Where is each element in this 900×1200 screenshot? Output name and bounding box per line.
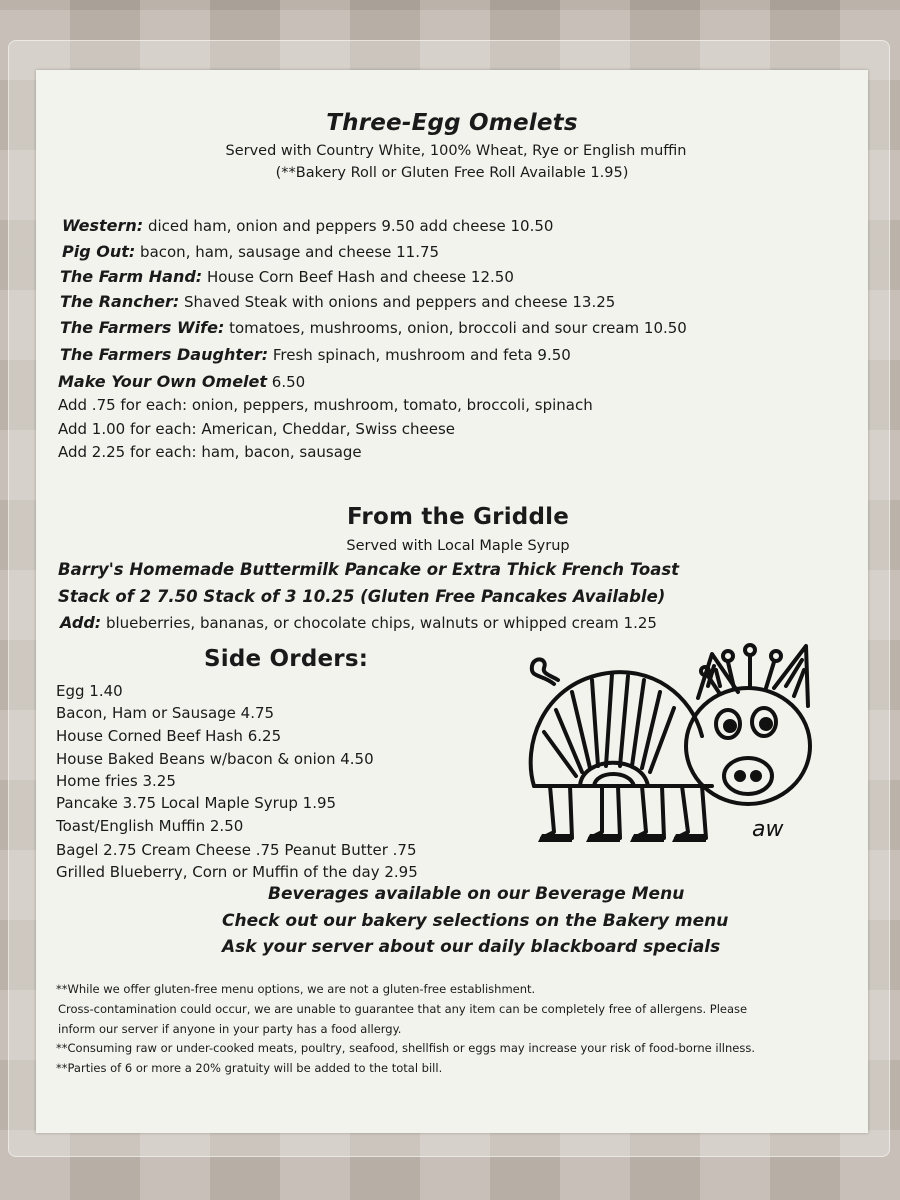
omelet-item: The Rancher: Shaved Steak with onions and peppers and cheese 13.25 — [60, 292, 616, 311]
side-item: House Baked Beans w/bacon & onion 4.50 — [56, 750, 374, 768]
omelet-item: Pig Out: bacon, ham, sausage and cheese 11.75 — [62, 242, 440, 261]
omelets-title: Three-Egg Omelets — [326, 110, 578, 136]
side-item: Bagel 2.75 Cream Cheese .75 Peanut Butter .75 — [56, 841, 417, 859]
griddle-subtitle: Served with Local Maple Syrup — [346, 538, 570, 554]
omelet-add-line: Add 1.00 for each: American, Cheddar, Swiss cheese — [58, 420, 456, 438]
footer-line: **Consuming raw or under-cooked meats, poultry, seafood, shellfish or eggs may increase your risk of food-borne illness. — [56, 1041, 755, 1055]
sides-title: Side Orders: — [204, 646, 369, 672]
omelets-subtitle-1: Served with Country White, 100% Wheat, Rye or English muffin — [225, 143, 687, 159]
griddle-add-line: Add: blueberries, bananas, or chocolate chips, walnuts or whipped cream 1.25 — [60, 613, 657, 632]
side-item: Pancake 3.75 Local Maple Syrup 1.95 — [56, 794, 337, 812]
specials-note: Ask your server about our daily blackboard specials — [222, 937, 721, 957]
footer-line: inform our server if anyone in your party has a food allergy. — [58, 1022, 402, 1036]
griddle-line-1: Barry's Homemade Buttermilk Pancake or Extra Thick French Toast — [58, 560, 680, 579]
side-item: House Corned Beef Hash 6.25 — [56, 727, 282, 745]
bakery-note: Check out our bakery selections on the Bakery menu — [222, 911, 729, 931]
omelet-item: The Farmers Daughter: Fresh spinach, mushroom and feta 9.50 — [60, 345, 571, 364]
side-item: Toast/English Muffin 2.50 — [56, 817, 244, 835]
menu-page — [36, 70, 868, 1133]
omelet-item: Western: diced ham, onion and peppers 9.50 add cheese 10.50 — [62, 216, 554, 235]
omelet-add-line: Add 2.25 for each: ham, bacon, sausage — [58, 443, 362, 461]
omelet-item: The Farmers Wife: tomatoes, mushrooms, onion, broccoli and sour cream 10.50 — [60, 318, 687, 337]
omelet-item: Make Your Own Omelet 6.50 — [58, 372, 306, 391]
omelets-subtitle-2: (**Bakery Roll or Gluten Free Roll Available 1.95) — [275, 165, 629, 181]
side-item: Bacon, Ham or Sausage 4.75 — [56, 704, 275, 722]
side-item: Grilled Blueberry, Corn or Muffin of the day 2.95 — [56, 863, 418, 881]
side-item: Home fries 3.25 — [56, 772, 176, 790]
griddle-title: From the Griddle — [346, 504, 570, 530]
omelet-item: The Farm Hand: House Corn Beef Hash and cheese 12.50 — [60, 267, 514, 286]
footer-line: **While we offer gluten-free menu options, we are not a gluten-free establishment. — [56, 982, 536, 996]
footer-line: Cross-contamination could occur, we are unable to guarantee that any item can be completely free of allergens. Please — [58, 1002, 748, 1016]
omelet-add-line: Add .75 for each: onion, peppers, mushroom, tomato, broccoli, spinach — [58, 396, 593, 414]
side-item: Egg 1.40 — [56, 682, 123, 700]
footer-line: **Parties of 6 or more a 20% gratuity will be added to the total bill. — [56, 1061, 443, 1075]
beverage-note: Beverages available on our Beverage Menu — [268, 884, 685, 904]
artist-signature: aw — [752, 817, 784, 842]
pig-illustration-icon — [502, 636, 814, 876]
griddle-line-2: Stack of 2 7.50 Stack of 3 10.25 (Gluten Free Pancakes Available) — [58, 587, 666, 606]
